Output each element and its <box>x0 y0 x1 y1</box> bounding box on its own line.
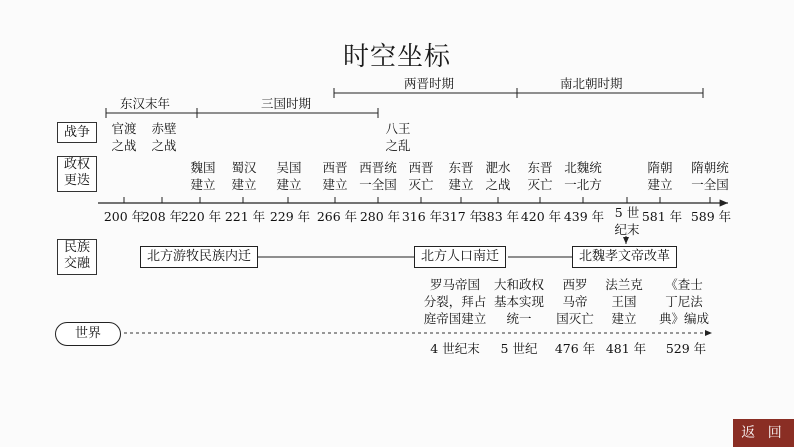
regime-event: 北魏统 一北方 <box>564 160 602 192</box>
year-label-5th-century: 5 世 纪末 <box>614 205 640 237</box>
regime-event: 隋朝统 一全国 <box>691 160 729 192</box>
world-event: 《查士 丁尼法 典》编成 <box>658 277 710 326</box>
row-label-war: 战争 <box>57 122 97 143</box>
year-label: 221 年 <box>224 209 266 224</box>
period-label-sanguo: 三国时期 <box>261 96 312 111</box>
year-label: 439 年 <box>563 209 605 224</box>
back-button[interactable]: 返 回 <box>733 419 794 447</box>
row-label-ethnic: 民族 交融 <box>57 239 97 275</box>
world-event: 大和政权 基本实现 统一 <box>493 277 545 326</box>
ethnic-event: 北魏孝文帝改革 <box>572 246 677 268</box>
regime-event: 西晋 灭亡 <box>408 160 434 192</box>
world-year-label: 481 年 <box>605 341 647 356</box>
year-label: 589 年 <box>690 209 732 224</box>
row-label-regime: 政权 更迭 <box>57 156 97 192</box>
year-label: 200 年 <box>103 209 145 224</box>
world-event: 罗马帝国 分裂，拜占 庭帝国建立 <box>423 277 487 326</box>
year-label: 229 年 <box>269 209 311 224</box>
regime-event: 东晋 灭亡 <box>527 160 553 192</box>
period-label-liangjin: 两晋时期 <box>404 76 455 91</box>
row-label-world: 世界 <box>55 322 121 346</box>
year-label: 316 年 <box>401 209 443 224</box>
regime-event: 西晋 建立 <box>322 160 348 192</box>
world-event: 西罗 马帝 国灭亡 <box>556 277 594 326</box>
world-year-label: 4 世纪末 <box>430 341 480 356</box>
regime-event: 蜀汉 建立 <box>231 160 257 192</box>
year-label: 220 年 <box>180 209 222 224</box>
war-event: 官渡 之战 <box>111 121 137 153</box>
year-label: 280 年 <box>359 209 401 224</box>
regime-event: 东晋 建立 <box>448 160 474 192</box>
world-year-label: 476 年 <box>554 341 596 356</box>
page-title: 时空坐标 <box>342 42 451 72</box>
ethnic-event: 北方游牧民族内迁 <box>140 246 258 268</box>
ethnic-event: 北方人口南迁 <box>414 246 506 268</box>
war-event: 赤壁 之战 <box>151 121 177 153</box>
year-label: 317 年 <box>441 209 483 224</box>
world-event: 法兰克 王国 建立 <box>605 277 643 326</box>
world-year-label: 5 世纪 <box>500 341 538 356</box>
regime-event: 淝水 之战 <box>485 160 511 192</box>
world-year-label: 529 年 <box>665 341 707 356</box>
regime-event: 隋朝 建立 <box>647 160 673 192</box>
period-label-nanbei: 南北朝时期 <box>560 76 623 91</box>
year-label: 383 年 <box>478 209 520 224</box>
year-label: 420 年 <box>520 209 562 224</box>
year-label: 581 年 <box>641 209 683 224</box>
regime-event: 西晋统 一全国 <box>359 160 397 192</box>
regime-event: 魏国 建立 <box>190 160 216 192</box>
year-label: 208 年 <box>141 209 183 224</box>
regime-event: 吴国 建立 <box>276 160 302 192</box>
war-event: 八王 之乱 <box>385 121 411 153</box>
period-label-donghan: 东汉末年 <box>120 96 171 111</box>
year-label: 266 年 <box>316 209 358 224</box>
